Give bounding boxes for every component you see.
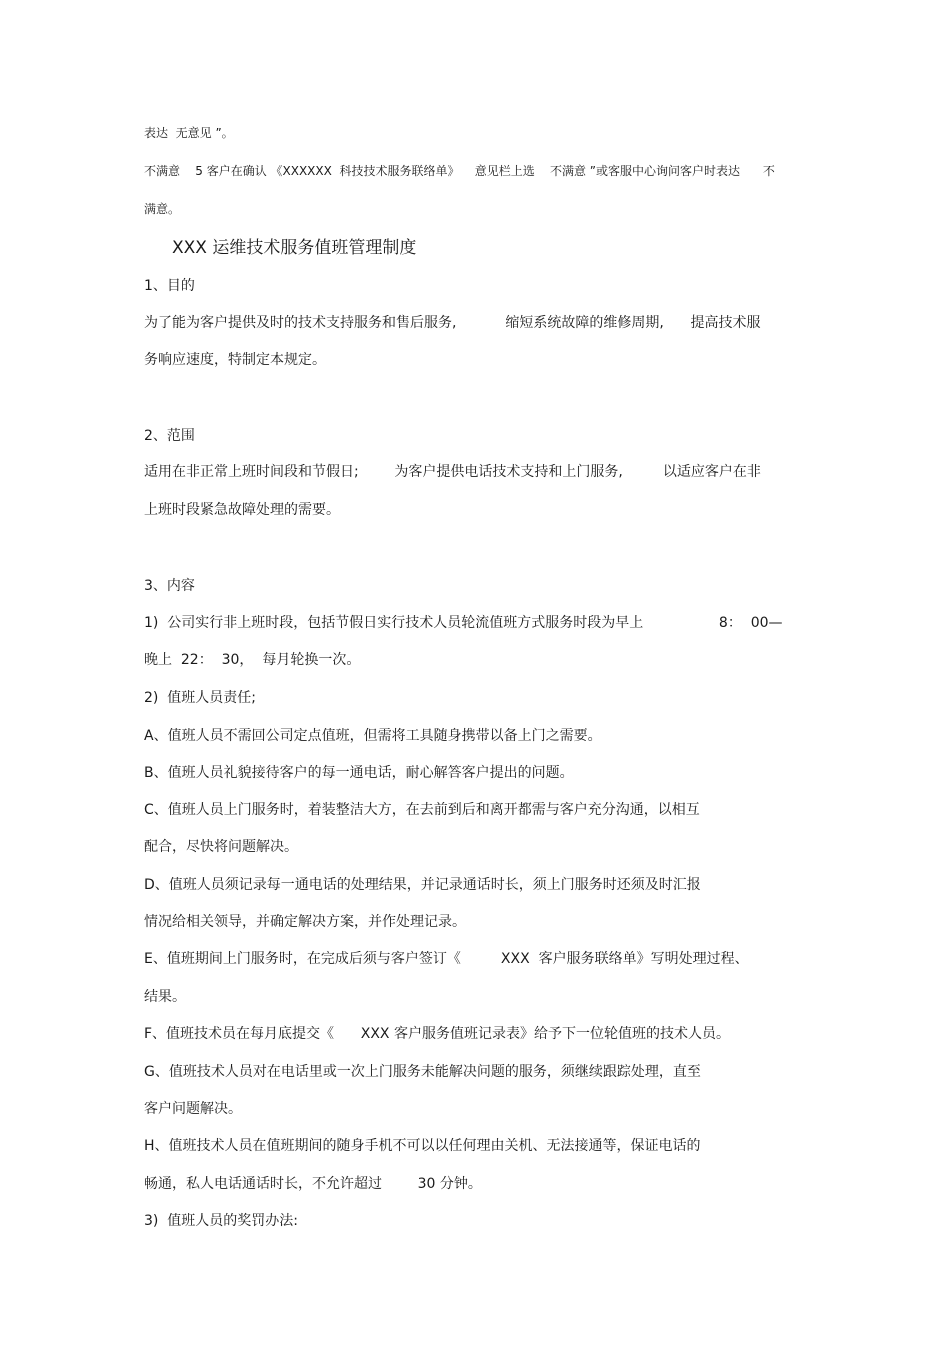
text-line: 为了能为客户提供及时的技术支持服务和售后服务, 缩短系统故障的维修周期, 提高技术服: [144, 315, 761, 331]
text-line: 2) 值班人员责任;: [144, 690, 256, 706]
text-line: 畅通，私人电话通话时长，不允许超过 30 分钟。: [144, 1176, 482, 1192]
text-line: B、值班人员礼貌接待客户的每一通电话，耐心解答客户提出的问题。: [144, 765, 574, 781]
text-line: 不满意 5 客户在确认 《XXXXXX 科技技术服务联络单》 意见栏上选 不满意 ”或客服中心询问客户时表达 不: [144, 164, 775, 178]
text-line: 满意。: [144, 202, 181, 216]
text-line: 务响应速度，特制定本规定。: [144, 352, 326, 368]
text-line: F、值班技术员在每月底提交《 XXX 客户服务值班记录表》给予下一位轮值班的技术人员。: [144, 1026, 730, 1042]
section-heading: 1、目的: [144, 278, 195, 294]
text-line: A、值班人员不需回公司定点值班，但需将工具随身携带以备上门之需要。: [144, 728, 602, 744]
text-line: 上班时段紧急故障处理的需要。: [144, 502, 340, 518]
text-line: E、值班期间上门服务时，在完成后须与客户签订《 XXX 客户服务联络单》写明处理过程、: [144, 951, 749, 967]
text-line: 适用在非正常上班时间段和节假日; 为客户提供电话技术支持和上门服务, 以适应客户在非: [144, 464, 761, 480]
text-line: 晚上 22： 30， 每月轮换一次。: [144, 652, 361, 668]
text-line: 结果。: [144, 989, 186, 1005]
text-line: C、值班人员上门服务时，着装整洁大方，在去前到后和离开都需与客户充分沟通，以相互: [144, 802, 700, 818]
text-line: 配合，尽快将问题解决。: [144, 839, 298, 855]
text-line: G、值班技术人员对在电话里或一次上门服务未能解决问题的服务，须继续跟踪处理，直至: [144, 1064, 701, 1080]
text-line: 表达 无意见 ”。: [144, 126, 234, 140]
text-line: H、值班技术人员在值班期间的随身手机不可以以任何理由关机、无法接通等，保证电话的: [144, 1138, 701, 1154]
text-line: 1) 公司实行非上班时段，包括节假日实行技术人员轮流值班方式服务时段为早上 8： 00—: [144, 615, 783, 631]
text-line: D、值班人员须记录每一通电话的处理结果，并记录通话时长，须上门服务时还须及时汇报: [144, 877, 701, 893]
text-line: 3) 值班人员的奖罚办法:: [144, 1213, 298, 1229]
section-heading: 3、内容: [144, 578, 195, 594]
document-title: XXX 运维技术服务值班管理制度: [172, 238, 417, 258]
section-heading: 2、范围: [144, 428, 195, 444]
text-line: 客户问题解决。: [144, 1101, 242, 1117]
text-line: 情况给相关领导，并确定解决方案，并作处理记录。: [144, 914, 466, 930]
